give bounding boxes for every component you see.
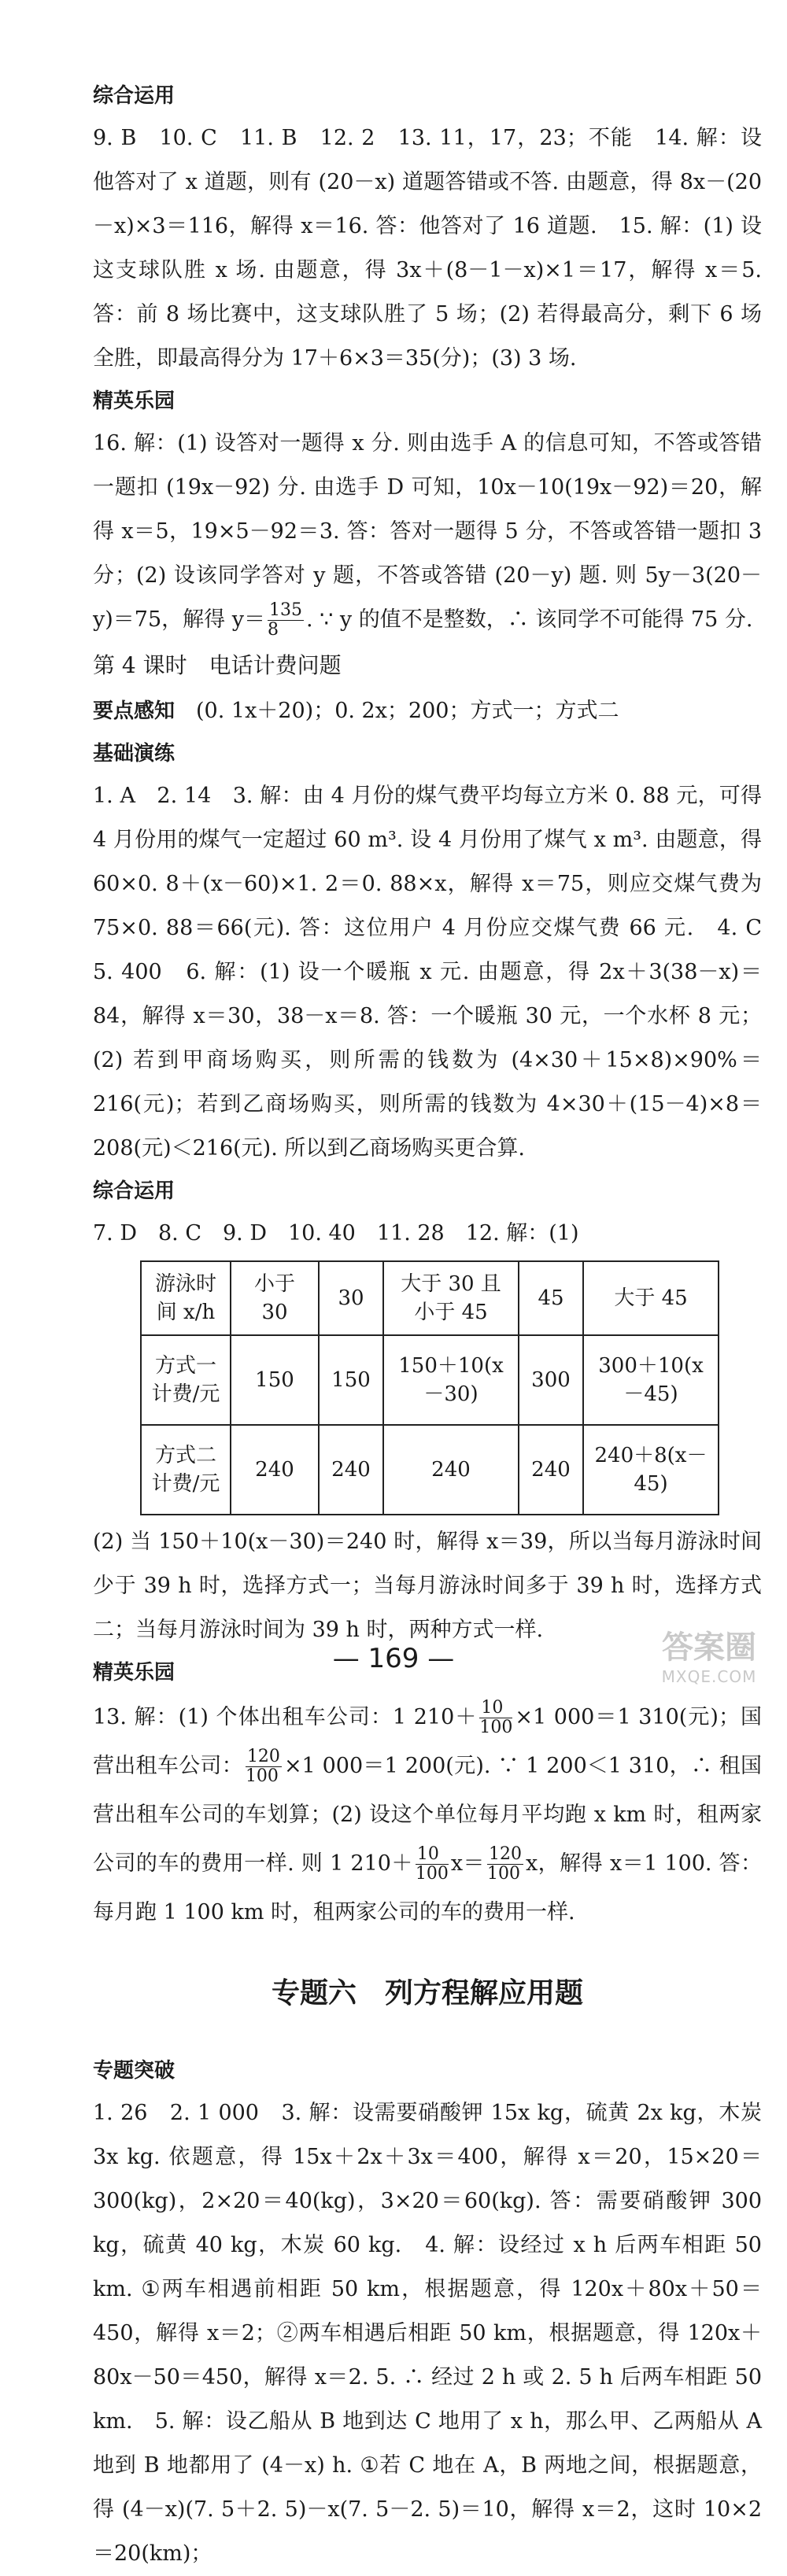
table-cell: 300: [519, 1335, 583, 1425]
table-row: [141, 1335, 719, 1425]
table-cell: 240: [231, 1425, 319, 1515]
section-heading: 专题突破: [93, 2059, 176, 2083]
table-cell: 300＋10(x－45): [583, 1335, 719, 1425]
answer-paragraph: 7. D 8. C 9. D 10. 40 11. 28 12. 解：(1): [93, 1221, 579, 1246]
table-cell: 240: [319, 1425, 383, 1515]
table-cell: 150: [231, 1335, 319, 1425]
section-heading: 精英乐园: [93, 1661, 176, 1685]
fraction: $\frac{10}{100}$: [479, 1698, 513, 1737]
table-cell: 方式一计费/元: [141, 1335, 231, 1425]
lesson-title: 第 4 课时 电话计费问题: [93, 652, 342, 678]
fraction: $\frac{120}{100}$: [245, 1747, 280, 1786]
table-cell: 大于 30 且小于 45: [383, 1261, 519, 1335]
answer-paragraph: 13. 解：(1) 个体出租车公司：1 210＋ $\frac{10}{100}$ ×1 000＝1 310(元)；国营出租车公司： $\frac{120}{100}$ ×1 000＝1 200(元). ∵ 1 200＜1 310，∴ 租国营出租车公司的车划算；(2) 设这个单位每月平均跑 x km 时，租两家公司的车的费用一样. 则 1 210＋ $\frac{10}{100}$ x＝ $\frac{120}{100}$ x，解得 x＝1 100. 答：每月跑 1 100 km 时，租两家公司的车的费用一样.: [93, 1698, 763, 1925]
watermark-url: MXQE.COM: [661, 1667, 757, 1686]
table-cell: 150＋10(x－30): [383, 1335, 519, 1425]
key-points-line: 要点感知 (0. 1x＋20)；0. 2x；200；方式一；方式二: [93, 699, 619, 723]
table-cell: 大于 45: [583, 1261, 719, 1335]
section-heading: 基础演练: [93, 742, 176, 766]
section-heading: 综合运用: [93, 1179, 176, 1203]
billing-table: [140, 1260, 719, 1515]
answer-page: [93, 76, 783, 2576]
section-heading: 要点感知: [93, 699, 176, 723]
watermark-logo: [650, 1628, 768, 1691]
table-row: [141, 1261, 719, 1335]
table-cell: 240: [519, 1425, 583, 1515]
table-cell: 小于 30: [231, 1261, 319, 1335]
topic-title: 专题六 列方程解应用题: [271, 1977, 583, 2010]
table-cell: 45: [519, 1261, 583, 1335]
fraction: $\frac{135}{8}$: [267, 600, 302, 640]
answer-paragraph: 1. 26 2. 1 000 3. 解：设需要硝酸钾 15x kg，硫黄 2x kg，木炭 3x kg. 依题意，得 15x＋2x＋3x＝400，解得 x＝20，15×20＝300(kg)，2×20＝40(kg)，3×20＝60(kg). 答：需要硝酸钾 300 kg，硫黄 40 kg，木炭 60 kg. 4. 解：设经过 x h 后两车相距 50 km. ①两车相遇前相距 50 km，根据题意，得 120x＋80x＋50＝450，解得 x＝2；②两车相遇后相距 50 km，根据题意，得 120x＋80x－50＝450，解得 x＝2. 5. ∴ 经过 2 h 或 2. 5 h 后两车相距 50 km. 5. 解：设乙船从 B 地到达 C 地用了 x h，那么甲、乙两船从 A 地到 B 地都用了 (4－x) h. ①若 C 地在 A，B 两地之间，根据题意，得 (4－x)(7. 5＋2. 5)－x(7. 5－2. 5)＝10，解得 x＝2，这时 10×2＝20(km)；: [93, 2101, 762, 2566]
answer-paragraph: 1. A 2. 14 3. 解：由 4 月份的煤气费平均每立方米 0. 88 元，可得 4 月份用的煤气一定超过 60 m³. 设 4 月份用了煤气 x m³. 由题意，得 60×0. 8＋(x－60)×1. 2＝0. 88×x，解得 x＝75，则应交煤气费为 75×0. 88＝66(元). 答：这位用户 4 月份应交煤气费 66 元. 4. C 5. 400 6. 解：(1) 设一个暖瓶 x 元. 由题意，得 2x＋3(38－x)＝84，解得 x＝30，38－x＝8. 答：一个暖瓶 30 元，一个水杯 8 元；(2) 若到甲商场购买，则所需的钱数为 (4×30＋15×8)×90%＝216(元)；若到乙商场购买，则所需的钱数为 4×30＋(15－4)×8＝208(元)＜216(元). 所以到乙商场购买更合算.: [93, 784, 783, 1161]
table-cell: 240＋8(x－45): [583, 1425, 719, 1515]
watermark-text: 答案圈: [662, 1629, 756, 1666]
fraction: $\frac{10}{100}$: [415, 1844, 449, 1884]
answer-paragraph: (2) 当 150＋10(x－30)＝240 时，解得 x＝39，所以当每月游泳时间少于 39 h 时，选择方式一；当每月游泳时间多于 39 h 时，选择方式二；当每月游泳时间为 39 h 时，两种方式一样.: [93, 1530, 762, 1642]
table-cell: 游泳时间 x/h: [141, 1261, 231, 1335]
table-cell: 30: [319, 1261, 383, 1335]
table-cell: 150: [319, 1335, 383, 1425]
section-heading: 精英乐园: [93, 389, 176, 413]
table-row: [141, 1425, 719, 1515]
page-number: — 169 —: [332, 1643, 455, 1674]
table-cell: 240: [383, 1425, 519, 1515]
answer-paragraph: 16. 解：(1) 设答对一题得 x 分. 则由选手 A 的信息可知，不答或答错一题扣 (19x－92) 分. 由选手 D 可知，10x－10(19x－92)＝20，解得 x＝5，19×5－92＝3. 答：答对一题得 5 分，不答或答错一题扣 3 分；(2) 设该同学答对 y 题，不答或答错 (20－y) 题. 则 5y－3(20－y)＝75，解得 y＝ $\frac{135}{8}$ . ∵ y 的值不是整数，∴ 该同学不可能得 75 分.: [93, 431, 762, 640]
answer-paragraph: 9. B 10. C 11. B 12. 2 13. 11，17，23；不能 14. 解：设他答对了 x 道题，则有 (20－x) 道题答错或不答. 由题意，得 8x－(20－x)×3＝116，解得 x＝16. 答：他答对了 16 道题. 15. 解：(1) 设这支球队胜 x 场. 由题意，得 3x＋(8－1－x)×1＝17，解得 x＝5. 答：前 8 场比赛中，这支球队胜了 5 场；(2) 若得最高分，剩下 6 场全胜，即最高得分为 17＋6×3＝35(分)；(3) 3 场.: [93, 126, 762, 371]
table-cell: 方式二计费/元: [141, 1425, 231, 1515]
fraction: $\frac{120}{100}$: [486, 1844, 522, 1884]
section-heading: 综合运用: [93, 84, 176, 108]
